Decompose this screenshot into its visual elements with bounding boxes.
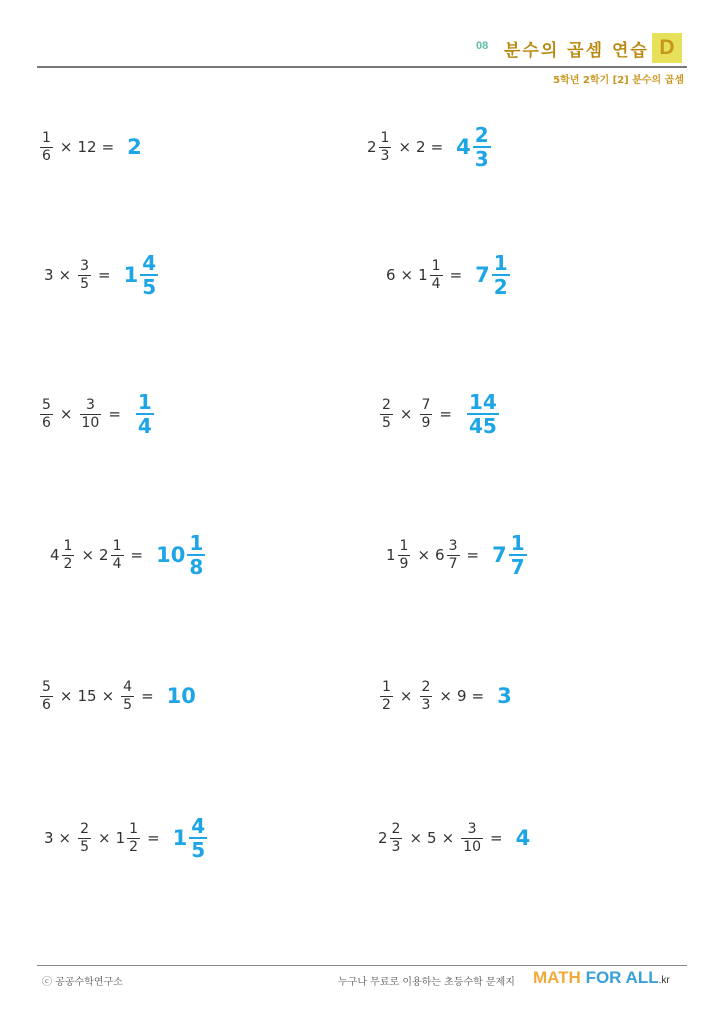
mixed-number xyxy=(386,538,412,573)
equals-sign: = xyxy=(101,138,115,156)
denominator: 5 xyxy=(80,275,90,292)
problem-4 xyxy=(386,250,512,300)
fraction xyxy=(420,397,433,432)
brand-logo[interactable] xyxy=(533,968,670,988)
answer xyxy=(156,532,207,578)
mixed-number xyxy=(418,258,444,293)
mixed-number xyxy=(99,538,125,573)
fraction xyxy=(390,821,403,856)
footer-rule xyxy=(37,965,687,966)
denominator: 6 xyxy=(42,696,51,713)
problem-5 xyxy=(38,389,156,439)
times-sign: × xyxy=(98,829,111,847)
whole-part: 7 xyxy=(475,263,490,287)
denominator: 2 xyxy=(493,275,508,299)
denominator: 7 xyxy=(510,555,525,579)
numerator: 1 xyxy=(493,251,508,275)
equals-sign: = xyxy=(466,546,480,564)
numerator: 1 xyxy=(510,531,525,555)
mixed-number xyxy=(367,130,393,165)
mixed-number xyxy=(50,538,76,573)
numerator: 1 xyxy=(399,537,409,554)
numerator: 7 xyxy=(421,396,431,413)
numerator: 1 xyxy=(382,678,391,695)
whole-part: 1 xyxy=(172,826,188,850)
numerator: 1 xyxy=(189,531,204,555)
mixed-number xyxy=(435,538,461,573)
times-sign: × xyxy=(59,687,73,705)
answer xyxy=(124,252,161,298)
whole-part: 10 xyxy=(156,543,186,567)
answer xyxy=(497,684,512,708)
denominator: 6 xyxy=(42,414,51,431)
mixed-number xyxy=(492,532,529,578)
number: 15 xyxy=(77,687,97,705)
denominator: 2 xyxy=(129,838,139,855)
denominator: 8 xyxy=(189,555,204,579)
level-badge: D xyxy=(652,33,682,63)
numerator: 1 xyxy=(42,129,51,146)
brand-forall: FOR ALL xyxy=(585,968,659,987)
equals-sign: = xyxy=(98,266,111,284)
times-sign: × xyxy=(59,138,73,156)
whole-part: 2 xyxy=(99,546,109,564)
problem-10 xyxy=(378,671,512,721)
denominator: 3 xyxy=(380,147,390,164)
times-sign: × xyxy=(101,687,115,705)
numerator: 1 xyxy=(380,129,390,146)
numerator: 3 xyxy=(85,396,95,413)
problem-7 xyxy=(50,530,207,580)
denominator: 9 xyxy=(399,555,409,572)
numerator: 1 xyxy=(63,537,73,554)
denominator: 5 xyxy=(191,838,206,862)
mixed-number xyxy=(378,821,404,856)
denominator: 7 xyxy=(448,555,458,572)
copyright: ⓒ 공공수학연구소 xyxy=(42,977,123,988)
numerator: 3 xyxy=(448,537,458,554)
times-sign: × xyxy=(59,405,73,423)
fraction xyxy=(187,532,205,578)
footer-tagline: 누구나 무료로 이용하는 초등수학 문제지 xyxy=(338,977,515,988)
fraction xyxy=(492,252,510,298)
fraction xyxy=(40,679,53,714)
times-sign: × xyxy=(398,138,412,156)
numerator: 14 xyxy=(469,390,497,414)
denominator: 9 xyxy=(421,414,431,431)
fraction xyxy=(420,679,433,714)
numerator: 1 xyxy=(112,537,122,554)
fraction xyxy=(430,258,443,293)
number: 3 xyxy=(44,266,54,284)
denominator: 5 xyxy=(382,414,391,431)
worksheet-title: 분수의 곱셈 연습 xyxy=(504,41,649,61)
whole-part: 1 xyxy=(386,546,396,564)
equals-sign: = xyxy=(439,405,452,423)
numerator: 2 xyxy=(421,678,431,695)
problem-11 xyxy=(44,813,209,863)
fraction xyxy=(461,821,483,856)
number: 9 xyxy=(457,687,467,705)
fraction xyxy=(380,679,393,714)
answer xyxy=(127,135,142,159)
number: 5 xyxy=(427,829,437,847)
fraction xyxy=(78,258,91,293)
equals-sign: = xyxy=(130,546,144,564)
denominator: 5 xyxy=(142,275,157,299)
fraction xyxy=(40,130,53,165)
numerator: 2 xyxy=(474,123,489,147)
problem-8 xyxy=(386,530,529,580)
mixed-number xyxy=(475,252,512,298)
whole-part: 1 xyxy=(115,829,126,847)
times-sign: × xyxy=(409,829,423,847)
numerator: 5 xyxy=(42,678,51,695)
fraction xyxy=(379,130,392,165)
numerator: 4 xyxy=(123,678,133,695)
times-sign: × xyxy=(81,546,95,564)
numerator: 4 xyxy=(191,814,206,838)
number: 6 xyxy=(386,266,396,284)
problem-6 xyxy=(378,389,501,439)
denominator: 6 xyxy=(42,147,51,164)
number: 12 xyxy=(77,138,97,156)
whole-part: 7 xyxy=(492,543,507,567)
numerator: 1 xyxy=(431,257,441,274)
number: 3 xyxy=(44,829,54,847)
mixed-number xyxy=(456,124,493,170)
denominator: 3 xyxy=(391,838,401,855)
times-sign: × xyxy=(439,687,452,705)
whole-part: 2 xyxy=(367,138,377,156)
numerator: 3 xyxy=(80,257,90,274)
fraction xyxy=(121,679,134,714)
problem-9 xyxy=(38,671,196,721)
number: 2 xyxy=(127,135,142,159)
equals-sign: = xyxy=(141,687,154,705)
problem-3 xyxy=(44,250,160,300)
fraction xyxy=(111,538,124,573)
denominator: 3 xyxy=(474,147,489,171)
fraction xyxy=(127,821,140,856)
equals-sign: = xyxy=(430,138,444,156)
fraction xyxy=(380,397,393,432)
number: 10 xyxy=(166,684,196,708)
answer xyxy=(456,124,493,170)
fraction xyxy=(62,538,75,573)
answer xyxy=(475,252,512,298)
answer xyxy=(492,532,529,578)
denominator: 45 xyxy=(469,414,497,438)
number: 4 xyxy=(515,826,531,850)
denominator: 5 xyxy=(123,696,133,713)
header-number: 08 xyxy=(476,40,489,52)
fraction xyxy=(136,391,154,437)
times-sign: × xyxy=(58,266,72,284)
worksheet-subtitle: 5학년 2학기 [2] 분수의 곱셈 xyxy=(553,75,684,86)
denominator: 2 xyxy=(382,696,391,713)
fraction xyxy=(509,532,527,578)
denominator: 10 xyxy=(81,414,100,431)
equals-sign: = xyxy=(147,829,160,847)
brand-math: MATH xyxy=(533,968,581,987)
denominator: 10 xyxy=(463,838,481,855)
number: 3 xyxy=(497,684,512,708)
equals-sign: = xyxy=(471,687,485,705)
fraction xyxy=(40,397,53,432)
fraction xyxy=(140,252,158,298)
answer xyxy=(465,391,501,437)
mixed-number xyxy=(124,252,161,298)
answer xyxy=(173,815,210,861)
equals-sign: = xyxy=(490,829,503,847)
fraction xyxy=(467,391,499,437)
denominator: 4 xyxy=(112,555,122,572)
answer xyxy=(134,391,156,437)
whole-part: 1 xyxy=(123,263,139,287)
number: 2 xyxy=(416,138,426,156)
times-sign: × xyxy=(399,405,413,423)
problem-1 xyxy=(38,122,142,172)
fraction xyxy=(447,538,460,573)
times-sign: × xyxy=(417,546,431,564)
fraction xyxy=(189,815,207,861)
answer xyxy=(516,826,531,850)
fraction xyxy=(80,397,102,432)
denominator: 3 xyxy=(421,696,431,713)
denominator: 2 xyxy=(63,555,73,572)
numerator: 2 xyxy=(382,396,391,413)
mixed-number xyxy=(156,532,207,578)
equals-sign: = xyxy=(108,405,121,423)
whole-part: 4 xyxy=(456,135,471,159)
whole-part: 2 xyxy=(378,829,388,847)
numerator: 5 xyxy=(42,396,51,413)
times-sign: × xyxy=(400,266,414,284)
denominator: 4 xyxy=(431,275,441,292)
whole-part: 1 xyxy=(418,266,428,284)
problem-2 xyxy=(367,122,493,172)
answer xyxy=(167,684,196,708)
times-sign: × xyxy=(58,829,72,847)
whole-part: 6 xyxy=(435,546,445,564)
numerator: 4 xyxy=(142,251,157,275)
fraction xyxy=(473,124,491,170)
numerator: 2 xyxy=(391,820,401,837)
numerator: 1 xyxy=(137,390,152,414)
fraction xyxy=(398,538,411,573)
header-rule xyxy=(37,66,687,68)
numerator: 1 xyxy=(129,820,139,837)
numerator: 2 xyxy=(80,820,90,837)
denominator: 4 xyxy=(137,414,152,438)
problem-12 xyxy=(378,813,530,863)
denominator: 5 xyxy=(80,838,90,855)
brand-suffix: .kr xyxy=(658,975,670,986)
fraction xyxy=(78,821,91,856)
whole-part: 4 xyxy=(50,546,60,564)
times-sign: × xyxy=(399,687,413,705)
mixed-number xyxy=(116,821,142,856)
numerator: 3 xyxy=(467,820,477,837)
times-sign: × xyxy=(441,829,455,847)
mixed-number xyxy=(173,815,210,861)
equals-sign: = xyxy=(449,266,463,284)
